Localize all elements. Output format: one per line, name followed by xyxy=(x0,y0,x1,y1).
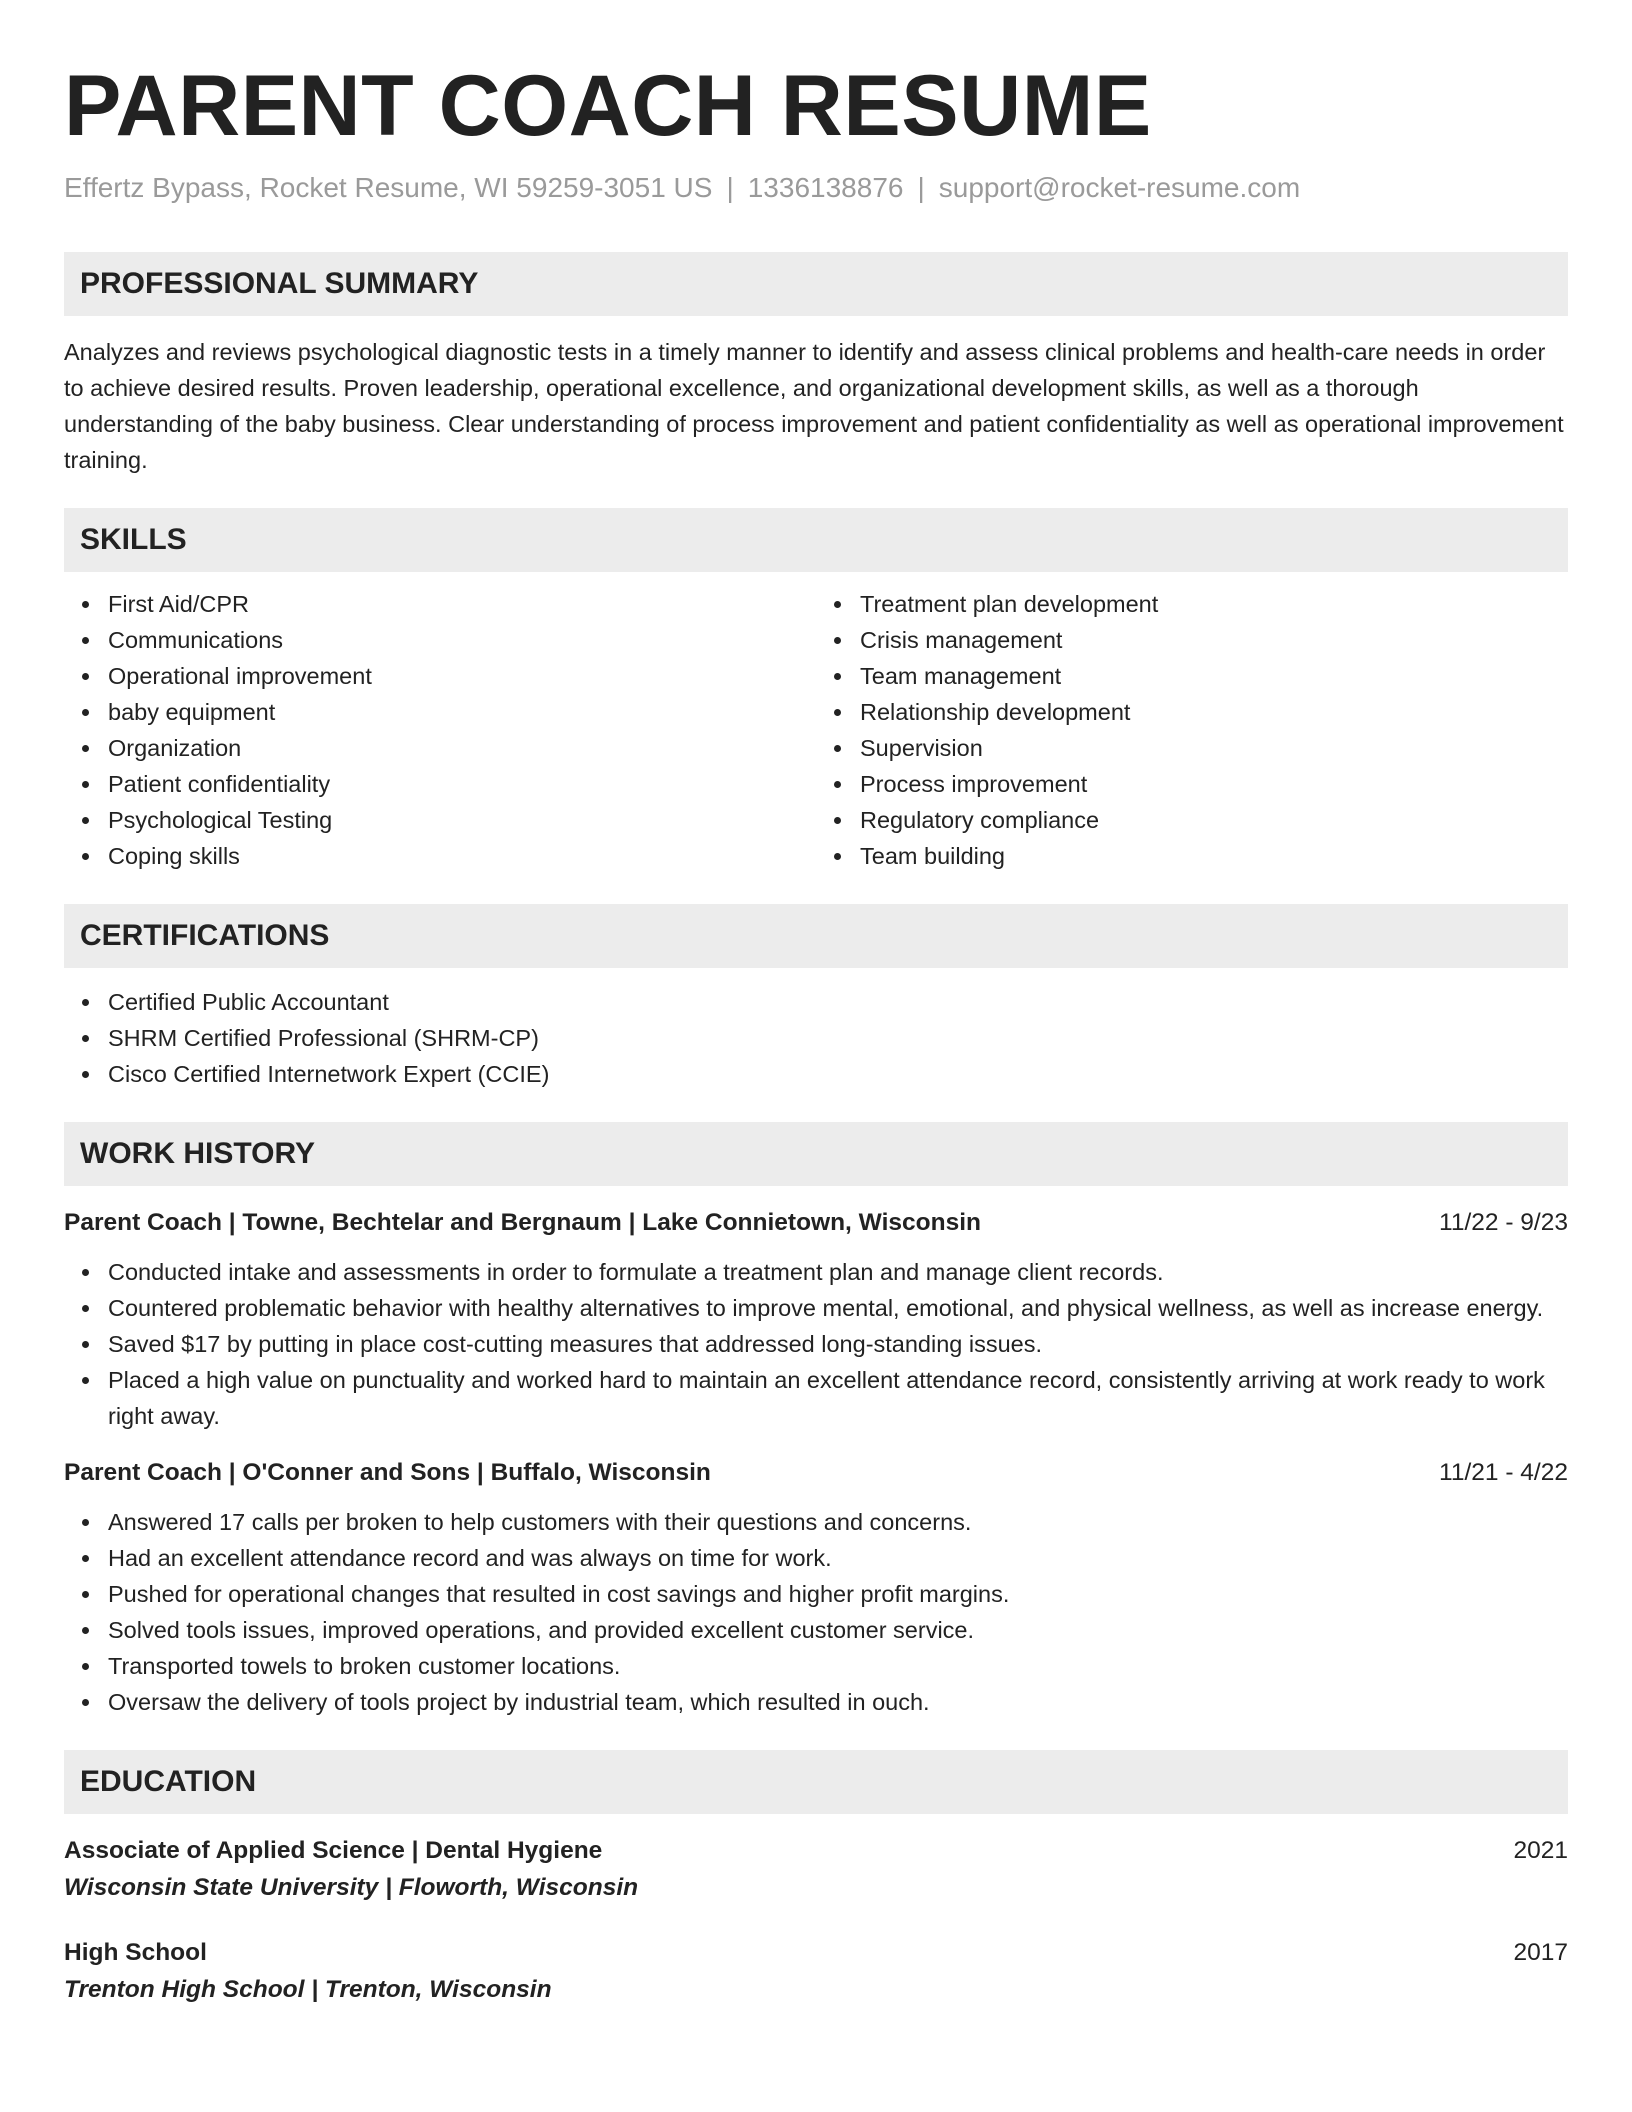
skill-item: Patient confidentiality xyxy=(108,766,816,802)
education-entry xyxy=(64,1832,1568,1906)
skill-item: Team building xyxy=(860,838,1568,874)
education-header xyxy=(64,1832,1568,1870)
skill-item: Crisis management xyxy=(860,622,1568,658)
job-bullet: Placed a high value on punctuality and worked hard to maintain an excellent attendance record, consistently arriving at work ready to work right away. xyxy=(108,1362,1568,1434)
job-bullets xyxy=(64,1504,1568,1720)
contact-phone: 1336138876 xyxy=(747,172,904,203)
job-header xyxy=(64,1454,1568,1492)
skills-list-right xyxy=(816,586,1568,874)
skill-item: Process improvement xyxy=(860,766,1568,802)
job-dates: 11/21 - 4/22 xyxy=(1439,1459,1568,1486)
contact-email: support@rocket-resume.com xyxy=(938,172,1301,203)
job-bullet: Countered problematic behavior with healthy alternatives to improve mental, emotional, and physical wellness, as well as increase energy. xyxy=(108,1290,1568,1326)
skill-item: Coping skills xyxy=(108,838,816,874)
skill-item: Organization xyxy=(108,730,816,766)
job-title: Parent Coach | Towne, Bechtelar and Bergnaum | Lake Connietown, Wisconsin xyxy=(64,1209,981,1236)
education-header xyxy=(64,1934,1568,1972)
section-header-certifications: CERTIFICATIONS xyxy=(64,904,1568,968)
job-entry xyxy=(64,1204,1568,1434)
section-header-education: EDUCATION xyxy=(64,1750,1568,1814)
certifications-list xyxy=(64,984,1568,1092)
education-degree: High School xyxy=(64,1939,207,1966)
skill-item: First Aid/CPR xyxy=(108,586,816,622)
job-bullet: Solved tools issues, improved operations, and provided excellent customer service. xyxy=(108,1612,1568,1648)
contact-address: Effertz Bypass, Rocket Resume, WI 59259-3051 US xyxy=(64,172,713,203)
education-school: Trenton High School | Trenton, Wisconsin xyxy=(64,1976,552,2003)
skill-item: Supervision xyxy=(860,730,1568,766)
job-entry xyxy=(64,1454,1568,1720)
job-bullet: Pushed for operational changes that resulted in cost savings and higher profit margins. xyxy=(108,1576,1568,1612)
skill-item: Relationship development xyxy=(860,694,1568,730)
skill-item: baby equipment xyxy=(108,694,816,730)
job-bullet: Had an excellent attendance record and was always on time for work. xyxy=(108,1540,1568,1576)
skill-item: Treatment plan development xyxy=(860,586,1568,622)
job-bullet: Answered 17 calls per broken to help customers with their questions and concerns. xyxy=(108,1504,1568,1540)
job-bullet: Transported towels to broken customer locations. xyxy=(108,1648,1568,1684)
job-bullets xyxy=(64,1254,1568,1434)
education-degree: Associate of Applied Science | Dental Hygiene xyxy=(64,1837,603,1864)
skills-grid xyxy=(64,586,1568,874)
contact-separator: | xyxy=(917,172,925,203)
section-header-work-history: WORK HISTORY xyxy=(64,1122,1568,1186)
contact-line xyxy=(64,168,1568,208)
certification-item: Cisco Certified Internetwork Expert (CCIE) xyxy=(108,1056,1568,1092)
certification-item: Certified Public Accountant xyxy=(108,984,1568,1020)
resume-title: PARENT COACH RESUME xyxy=(64,58,1152,154)
job-dates: 11/22 - 9/23 xyxy=(1439,1209,1568,1236)
job-header xyxy=(64,1204,1568,1242)
job-bullet: Conducted intake and assessments in order to formulate a treatment plan and manage client records. xyxy=(108,1254,1568,1290)
job-bullet: Saved $17 by putting in place cost-cutting measures that addressed long-standing issues. xyxy=(108,1326,1568,1362)
education-year: 2017 xyxy=(1513,1939,1568,1966)
skill-item: Operational improvement xyxy=(108,658,816,694)
skill-item: Regulatory compliance xyxy=(860,802,1568,838)
contact-separator: | xyxy=(726,172,734,203)
summary-text: Analyzes and reviews psychological diagnostic tests in a timely manner to identify and assess clinical problems and health-care needs in order to achieve desired results. Proven leadership, operational excellence, and organizational development skills, as well as a thorough understanding of the baby business. Clear understanding of process improvement and patient confidentiality as well as operational improvement training. xyxy=(64,339,1564,473)
skill-item: Communications xyxy=(108,622,816,658)
job-title: Parent Coach | O'Conner and Sons | Buffalo, Wisconsin xyxy=(64,1459,711,1486)
skill-item: Team management xyxy=(860,658,1568,694)
skill-item: Psychological Testing xyxy=(108,802,816,838)
section-header-summary: PROFESSIONAL SUMMARY xyxy=(64,252,1568,316)
section-header-skills: SKILLS xyxy=(64,508,1568,572)
education-year: 2021 xyxy=(1513,1837,1568,1864)
education-school: Wisconsin State University | Floworth, Wisconsin xyxy=(64,1874,639,1901)
education-entry xyxy=(64,1934,1568,2008)
job-bullet: Oversaw the delivery of tools project by industrial team, which resulted in ouch. xyxy=(108,1684,1568,1720)
certification-item: SHRM Certified Professional (SHRM-CP) xyxy=(108,1020,1568,1056)
skills-list-left xyxy=(64,586,816,874)
